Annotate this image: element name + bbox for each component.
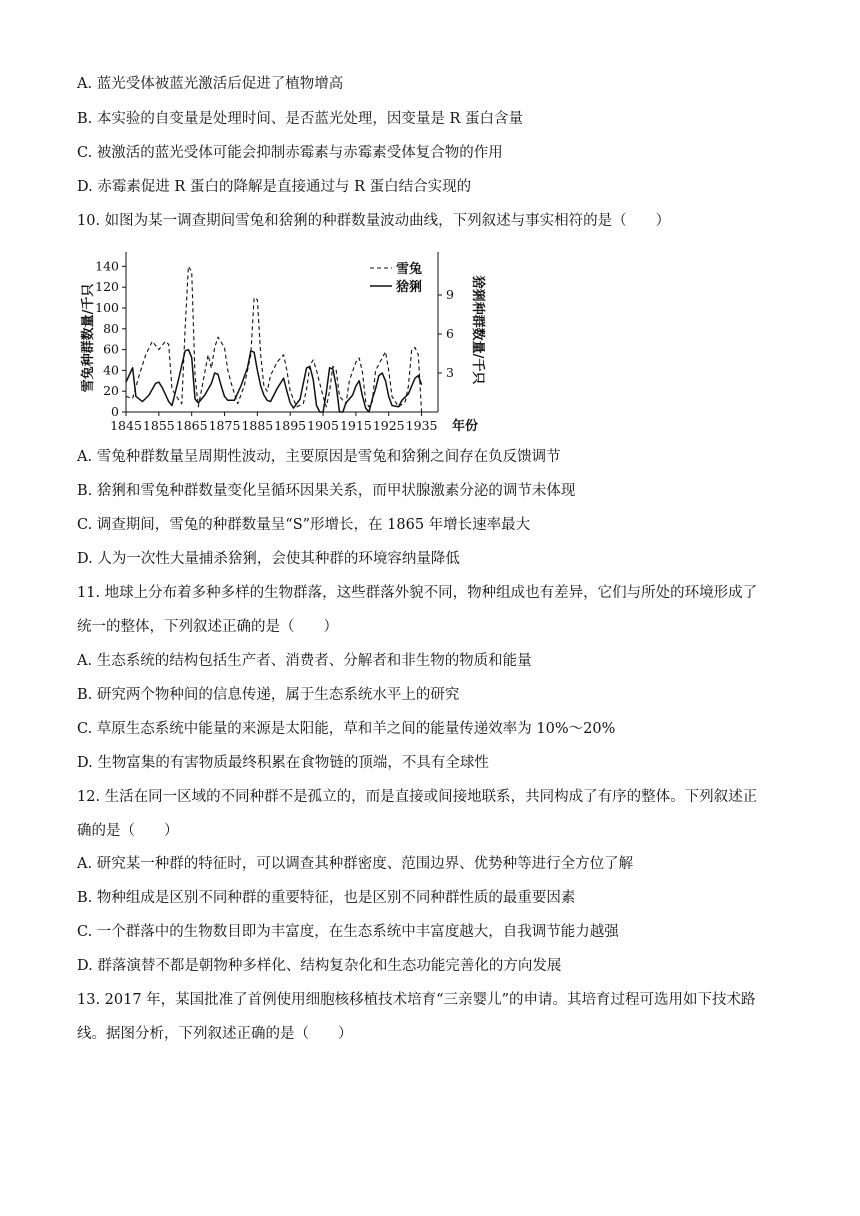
y2-axis-label: 猞猁种群数量/千只 xyxy=(470,275,485,385)
q11-stem-line1: 11. 地球上分布着多种多样的生物群落，这些群落外貌不同，物种组成也有差异，它们与所处的环境形成了 xyxy=(77,585,758,601)
q11-option-d: D. 生物富集的有害物质最终积累在食物链的顶端，不具有全球性 xyxy=(77,755,489,771)
q10-option-c: C. 调查期间，雪兔的种群数量呈“S”形增长，在 1865 年增长速率最大 xyxy=(77,517,531,533)
x-tick-label: 1845 xyxy=(110,418,142,433)
y-tick-label: 100 xyxy=(95,300,119,315)
y-tick-label: 120 xyxy=(95,279,119,295)
population-chart-svg xyxy=(76,248,486,438)
y2-tick-label: 9 xyxy=(446,287,454,302)
q9-option-d: D. 赤霉素促进 R 蛋白的降解是直接通过与 R 蛋白结合实现的 xyxy=(77,179,472,195)
q12-option-a: A. 研究某一种群的特征时，可以调查其种群密度、范围边界、优势种等进行全方位了解 xyxy=(77,856,634,872)
q9-option-a: A. 蓝光受体被蓝光激活后促进了植物增高 xyxy=(77,76,344,92)
x-tick-label: 1925 xyxy=(372,418,405,433)
y-tick-label: 140 xyxy=(95,258,119,274)
x-tick-label: 1875 xyxy=(208,418,241,433)
q10-stem: 10. 如图为某一调查期间雪兔和猞猁的种群数量波动曲线，下列叙述与事实相符的是（ ） xyxy=(77,213,671,229)
legend-label: 雪兔 xyxy=(396,262,423,277)
x-tick-label: 1865 xyxy=(175,418,208,433)
q9-option-c: C. 被激活的蓝光受体可能会抑制赤霉素与赤霉素受体复合物的作用 xyxy=(77,145,503,161)
q12-option-b: B. 物种组成是区别不同种群的重要特征，也是区别不同种群性质的最重要因素 xyxy=(77,890,576,906)
q9-option-b: B. 本实验的自变量是处理时间、是否蓝光处理，因变量是 R 蛋白含量 xyxy=(77,111,524,127)
x-tick-label: 1915 xyxy=(339,418,372,433)
q12-stem-line2: 确的是（ ） xyxy=(77,823,179,839)
legend-label: 猞猁 xyxy=(396,280,423,295)
q12-stem-line1: 12. 生活在同一区域的不同种群不是孤立的，而是直接或间接地联系，共同构成了有序的整体。下列叙述正 xyxy=(77,789,758,805)
series-line-lynx xyxy=(126,350,422,412)
q10-option-a: A. 雪兔种群数量呈周期性波动，主要原因是雪兔和猞猁之间存在负反馈调节 xyxy=(77,449,561,465)
q11-option-b: B. 研究两个物种间的信息传递，属于生态系统水平上的研究 xyxy=(77,687,460,703)
x-tick-label: 1905 xyxy=(307,418,339,433)
q10-option-d: D. 人为一次性大量捕杀猞猁，会使其种群的环境容纳量降低 xyxy=(77,551,460,567)
q11-option-c: C. 草原生态系统中能量的来源是太阳能，草和羊之间的能量传递效率为 10%～20% xyxy=(77,721,616,737)
y-tick-label: 20 xyxy=(103,383,119,399)
q12-option-d: D. 群落演替不都是朝物种多样化、结构复杂化和生态功能完善化的方向发展 xyxy=(77,958,562,974)
x-tick-label: 1855 xyxy=(142,418,175,433)
x-tick-label: 1885 xyxy=(241,418,274,433)
q13-stem-line1: 13. 2017 年，某国批准了首例使用细胞核移植技术培育“三亲婴儿”的申请。其培育过程可选用如下技术路 xyxy=(77,992,756,1008)
q11-option-a: A. 生态系统的结构包括生产者、消费者、分解者和非生物的物质和能量 xyxy=(77,653,532,669)
q13-stem-line2: 线。据图分析，下列叙述正确的是（ ） xyxy=(77,1026,353,1042)
y2-tick-label: 3 xyxy=(446,365,454,380)
x-tick-label: 1935 xyxy=(405,418,438,433)
y-axis-label: 雪兔种群数量/千只 xyxy=(81,283,96,393)
x-axis-label: 年份 xyxy=(452,419,479,434)
y-tick-label: 40 xyxy=(103,362,119,378)
q12-option-c: C. 一个群落中的生物数目即为丰富度，在生态系统中丰富度越大，自我调节能力越强 xyxy=(77,924,619,940)
q11-stem-line2: 统一的整体，下列叙述正确的是（ ） xyxy=(77,619,338,635)
y-tick-label: 0 xyxy=(111,404,119,419)
y2-tick-label: 6 xyxy=(446,326,454,341)
y-tick-label: 60 xyxy=(103,341,119,357)
q10-option-b: B. 猞猁和雪兔种群数量变化呈循环因果关系，而甲状腺激素分泌的调节未体现 xyxy=(77,483,576,499)
x-tick-label: 1895 xyxy=(274,418,307,433)
population-chart xyxy=(76,248,486,438)
series-line-hare xyxy=(126,266,422,412)
y-tick-label: 80 xyxy=(103,320,119,336)
